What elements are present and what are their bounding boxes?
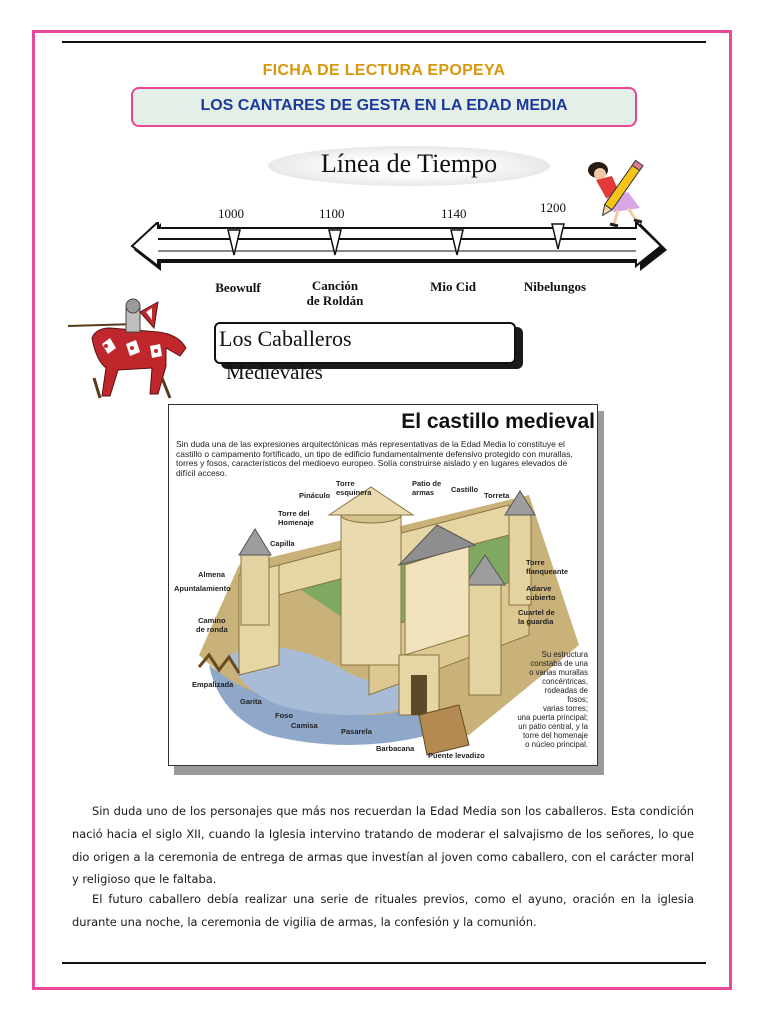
structure-note-line: una puerta principal; xyxy=(517,713,588,722)
castle-figure-intro: Sin duda una de las expresiones arquitectónicas más representativas de la Edad Media lo constituye el castillo o campamento fortificado, un tipo de edificio fundamentalmente defensivo protegido con murallas, torres y fosos, característicos del medioevo europeo. Solía construirse aislado y en lugares elevados de difícil acceso. xyxy=(176,439,573,478)
label-homenaje-line2: Homenaje xyxy=(278,517,314,527)
castle-structure-note xyxy=(490,650,588,749)
bottom-rule xyxy=(62,962,706,964)
castle-figure-title: El castillo medieval xyxy=(401,410,595,433)
label-camino-line2: de ronda xyxy=(196,624,228,634)
body-paragraph-2: El futuro caballero debía realizar una serie de rituales previos, como el ayuno, oración en la iglesia durante una noche, la ceremonia de vigilia de armas, la confesión y la comunión. xyxy=(72,892,694,929)
label-pasarela: Pasarela xyxy=(341,727,372,736)
structure-note-line: un patio central, y la xyxy=(518,722,588,731)
label-garita: Garita xyxy=(240,697,262,706)
event-label-roldan-line2: de Roldán xyxy=(306,293,364,308)
label-camino-line1: Camino xyxy=(198,616,226,625)
event-label-beowulf: Beowulf xyxy=(215,280,261,295)
label-cuartel-line1: Cuartel de xyxy=(518,608,555,617)
timeline-marker-1000 xyxy=(226,229,242,257)
label-homenaje-line1: Torre del xyxy=(278,509,310,518)
label-patio-line1: Patio de xyxy=(412,479,442,488)
label-barbacana: Barbacana xyxy=(376,744,415,753)
timeline-marker-1100 xyxy=(327,229,343,257)
timeline-title: Línea de Tiempo xyxy=(320,149,498,178)
label-adarve-cubierto xyxy=(526,585,556,602)
subtitle-text: LOS CANTARES DE GESTA EN LA EDAD MEDIA xyxy=(200,97,568,114)
label-adarve-line2: cubierto xyxy=(526,592,556,602)
year-label: 1000 xyxy=(218,206,244,221)
year-label: 1140 xyxy=(441,206,467,221)
label-empalizada: Empalizada xyxy=(192,680,234,689)
structure-note-line: fosos; xyxy=(567,695,588,704)
label-torre-esquinera xyxy=(336,480,371,497)
label-flanqueante-line2: flanqueante xyxy=(526,566,569,576)
label-torre-del-homenaje xyxy=(278,510,314,527)
event-label-roldan xyxy=(295,278,375,308)
label-cuartel-de-la-guardia xyxy=(518,609,555,626)
girl-with-pencil-illustration xyxy=(584,158,652,232)
label-cuartel-line2: la guardia xyxy=(518,616,554,626)
structure-note-line: torre del homenaje xyxy=(522,731,588,740)
year-label: 1100 xyxy=(319,206,345,221)
structure-note-line: concéntricas, xyxy=(542,677,588,686)
label-capilla: Capilla xyxy=(270,539,295,548)
label-torreta: Torreta xyxy=(484,491,510,500)
sheet-title: FICHA DE LECTURA EPOPEYA xyxy=(262,62,506,79)
structure-note-line: constaba de una xyxy=(530,659,588,668)
knights-banner-line2: Medievales xyxy=(226,360,323,384)
label-adarve-line1: Adarve xyxy=(526,584,552,593)
label-patio-line2: armas xyxy=(412,487,435,497)
event-label-mio-cid: Mio Cid xyxy=(430,279,476,294)
timeline-marker-1140 xyxy=(449,229,465,257)
top-rule xyxy=(62,41,706,43)
knights-banner-line1: Los Caballeros xyxy=(219,326,352,351)
label-puente-levadizo: Puente levadizo xyxy=(428,751,485,760)
timeline-marker-1200 xyxy=(550,223,566,251)
structure-note-line: rodeadas de xyxy=(544,686,588,695)
subtitle-box xyxy=(131,87,637,127)
label-torre-esquinera-line1: Torre xyxy=(336,479,355,488)
structure-note-line: varias torres; xyxy=(542,704,588,713)
event-label-roldan-line1: Canción xyxy=(311,278,359,293)
year-label: 1200 xyxy=(540,200,566,215)
label-apuntalamiento: Apuntalamiento xyxy=(174,584,231,593)
body-paragraph-1: Sin duda uno de los personajes que más nos recuerdan la Edad Media son los caballeros. Esta condición nació hacia el siglo XII, cuando la Iglesia intervino tratando de moderar el salvajismo de los señores, lo que dio origen a la ceremonia de entrega de armas que investían al joven como caballero, con el carácter moral y religioso que le faltaba. xyxy=(72,804,694,887)
label-castillo: Castillo xyxy=(451,485,479,494)
label-camino-de-ronda xyxy=(196,617,228,634)
structure-note-line: Su estructura xyxy=(541,650,588,659)
structure-note-line: o núcleo principal. xyxy=(525,740,588,749)
label-almena: Almena xyxy=(198,570,226,579)
structure-note-line: o varias murallas xyxy=(529,668,588,677)
label-flanqueante-line1: Torre xyxy=(526,558,545,567)
event-label-nibelungos: Nibelungos xyxy=(523,279,587,294)
label-torre-esquinera-line2: esquinera xyxy=(336,487,372,497)
knight-on-horse-illustration xyxy=(66,298,198,404)
label-torre-flanqueante xyxy=(526,559,568,576)
label-pinaculo: Pináculo xyxy=(299,491,331,500)
label-foso: Foso xyxy=(275,711,293,720)
label-patio-de-armas xyxy=(412,480,441,497)
label-camisa: Camisa xyxy=(291,721,318,730)
